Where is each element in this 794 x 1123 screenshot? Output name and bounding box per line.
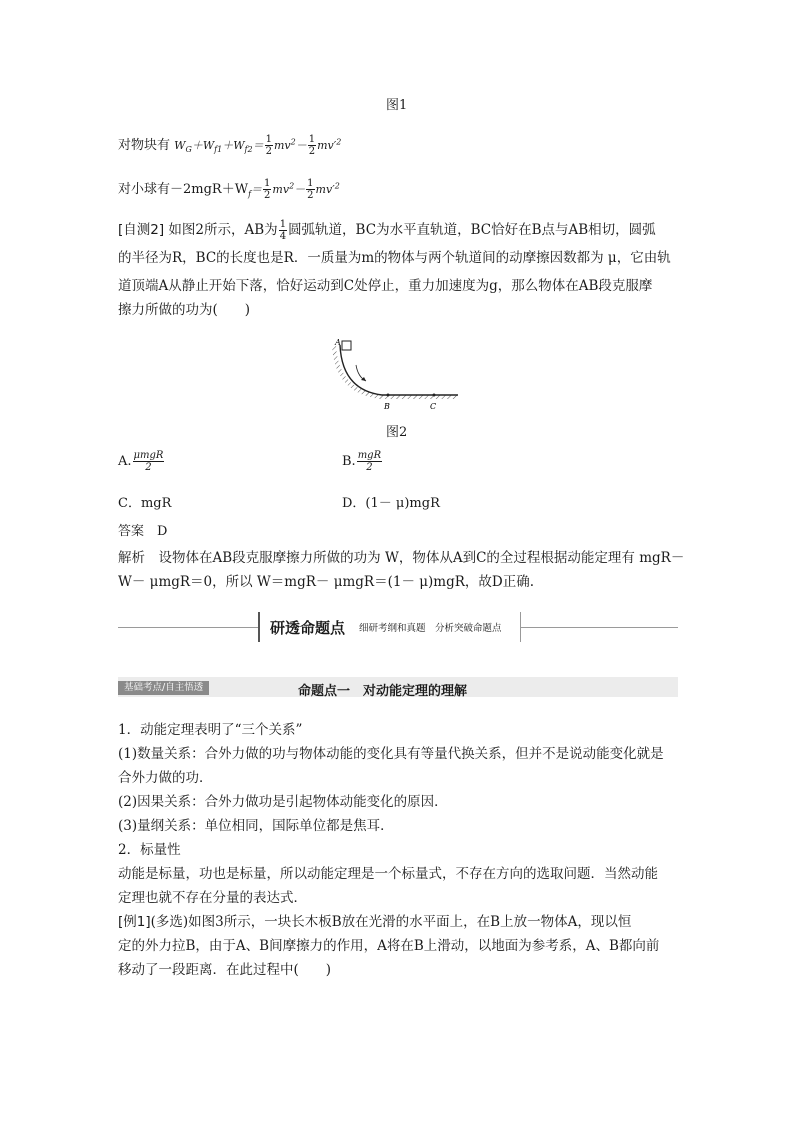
quarter-frac: $\frac{1}{4}$ xyxy=(279,219,287,242)
body-p5: 2．标量性 xyxy=(118,842,181,858)
eq2-frac2: $\frac{1}{2}$ xyxy=(307,178,314,201)
zice-text-a: 如图2所示，AB为 xyxy=(168,222,278,238)
option-d: D．(1－ μ)mgR xyxy=(342,496,440,511)
eq1-frac2: $\frac{1}{2}$ xyxy=(308,134,316,157)
eq2-frac1: $\frac{1}{2}$ xyxy=(264,178,271,201)
zice-line3: 道顶端A从静止开始下落，恰好运动到C处停止，重力加速度为g，那么物体在AB段克服摩 xyxy=(118,278,653,294)
fig1-caption: 图1 xyxy=(386,98,408,113)
banner-rule-left xyxy=(118,627,258,628)
banner-rule-right xyxy=(520,627,678,628)
example-line3: 移动了一段距离．在此过程中( ) xyxy=(118,962,332,978)
body-p6a: 动能是标量，功也是标量，所以动能定理是一个标量式，不存在方向的选取问题．当然动能 xyxy=(118,866,658,882)
point-c xyxy=(433,394,436,397)
example-tag: [例1] xyxy=(118,914,151,930)
equation-block-1: 对物块有 $W_G+W_{f1}+W_{f2}=$ $\frac{1}{2}$ $mv^2-$ $\frac{1}{2}$ $mv'^2$ xyxy=(118,134,342,157)
body-p6b: 定理也就不存在分量的表达式． xyxy=(118,890,307,906)
body-p2b: 合外力做的功． xyxy=(118,770,213,786)
ground-hatch xyxy=(332,345,458,399)
example-line1 xyxy=(118,910,680,934)
analysis xyxy=(118,546,685,594)
fig2-diagram xyxy=(330,335,460,415)
zice-text-b: 圆弧轨道，BC为水平直轨道，BC恰好在B点与AB相切，圆弧 xyxy=(288,222,656,238)
answer: 答案 D xyxy=(118,524,168,539)
label-c: C xyxy=(430,402,437,411)
option-c: C．mgR xyxy=(118,496,172,511)
body-p2a: (1)数量关系：合外力做的功与物体动能的变化具有等量代换关系，但并不是说动能变化就是 xyxy=(118,746,664,762)
analysis-line2: W－ μmgR＝0，所以 W＝mgR－ μmgR＝(1－ μ)mgR，故D正确. xyxy=(118,574,534,590)
example-line2: 定的外力拉B，由于A、B间摩擦力的作用，A将在B上滑动，以地面为参考系，A、B都向前 xyxy=(118,938,660,954)
fig2-caption: 图2 xyxy=(386,425,408,440)
banner xyxy=(258,612,521,642)
body-p4: (3)量纲关系：单位相同，国际单位都是焦耳． xyxy=(118,818,394,834)
option-b-label: B. xyxy=(342,453,356,469)
option-a-label: A. xyxy=(118,453,132,469)
eq1-frac1: $\frac{1}{2}$ xyxy=(265,134,272,157)
option-a-frac: $\frac{\text{μmgR}}{2}$ xyxy=(133,450,164,473)
eq2-prefix: 对小球有－2mgR＋W xyxy=(118,182,249,197)
banner-subtitle: 细研考纲和真题 分析突破命题点 xyxy=(359,623,502,634)
block xyxy=(342,341,351,350)
section-tag: 基础考点/自主悟透 xyxy=(118,681,209,695)
body-content xyxy=(118,718,680,982)
banner-title: 研透命题点 xyxy=(270,618,346,637)
eq1-terms: $W_G+W_{f1}+W_{f2}=$ xyxy=(174,139,264,155)
option-b-frac: $\frac{\text{mgR}}{2}$ xyxy=(357,450,382,473)
section-title: 命题点一 对动能定理的理解 xyxy=(298,684,468,699)
option-a xyxy=(118,450,165,473)
track-curve xyxy=(340,345,458,395)
example-text1: (多选)如图3所示，一块长木板B放在光滑的水平面上，在B上放一物体A，现以恒 xyxy=(150,914,632,930)
zice-question xyxy=(118,218,680,322)
label-b: B xyxy=(384,402,390,411)
option-b xyxy=(342,450,383,473)
zice-line2: 的半径为R，BC的长度也是R．一质量为m的物体与两个轨道间的动摩擦因数都为 μ，它由轨 xyxy=(118,250,671,266)
point-b xyxy=(387,394,390,397)
label-a: A xyxy=(335,338,341,347)
body-p3: (2)因果关系：合外力做功是引起物体动能变化的原因． xyxy=(118,794,448,810)
zice-line4: 擦力所做的功为( ) xyxy=(118,302,251,318)
zice-tag: [自测2] xyxy=(118,222,165,238)
equation-block-2: 对小球有$-2mgR+W_f=$ $\frac{1}{2}$ $mv^2-$ $\frac{1}{2}$ $mv'^2$ xyxy=(118,178,340,201)
body-p1: 1．动能定理表明了“三个关系” xyxy=(118,722,303,738)
eq1-prefix: 对物块有 xyxy=(118,138,171,153)
analysis-line1: 解析 设物体在AB段克服摩擦力所做的功为 W，物体从A到C的全过程根据动能定理有 mgR－ xyxy=(118,550,685,566)
